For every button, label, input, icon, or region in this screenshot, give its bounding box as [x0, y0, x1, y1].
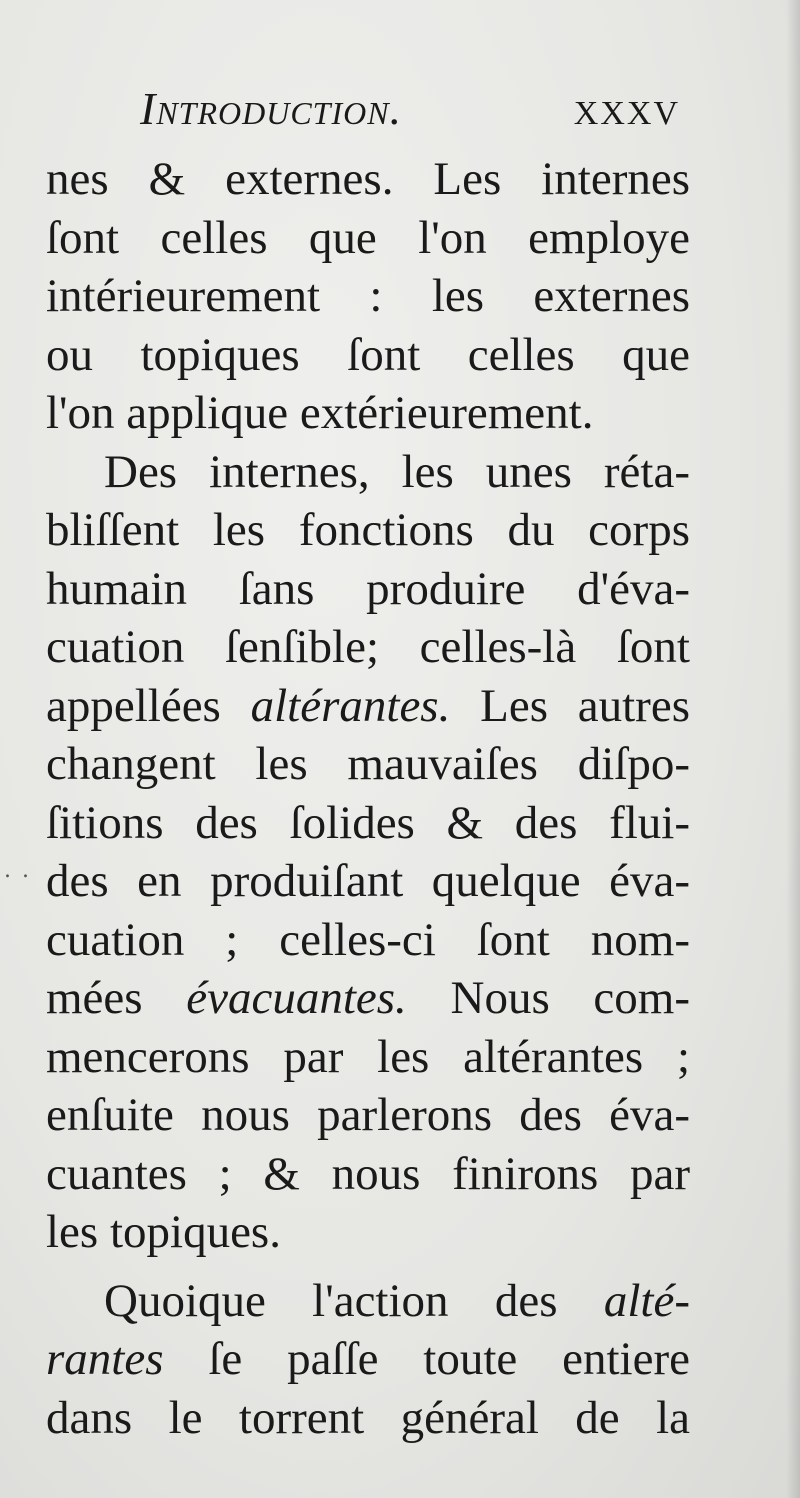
- text-run: mées: [46, 972, 187, 1024]
- text-line: ſitions des ſolides & des flui-: [46, 796, 690, 849]
- text-line: cuantes ; & nous finirons par: [46, 1147, 690, 1200]
- text-line: [46, 1272, 690, 1331]
- italic-term: alté-: [603, 1274, 690, 1327]
- running-head: [140, 82, 680, 142]
- text-line: [46, 677, 690, 736]
- margin-mark: . .: [4, 858, 31, 883]
- page-edge-shadow: [786, 0, 800, 1498]
- text-run: ſe paſſe toute entiere: [163, 1333, 690, 1385]
- text-line: ou topiques ſont celles que: [46, 328, 690, 381]
- text-run: appellées: [46, 679, 251, 732]
- text-line: des en produiſant quelque éva-: [46, 855, 690, 907]
- italic-term: altérantes.: [250, 679, 451, 732]
- text-line: ſont celles que l'on employe: [46, 211, 690, 264]
- text-line: enſuite nous parlerons des éva-: [46, 1089, 690, 1141]
- text-line: les topiques.: [46, 1206, 281, 1258]
- text-line: cuation ; celles-ci ſont nom-: [46, 913, 690, 966]
- text-run: Les autres: [450, 679, 690, 732]
- text-line: nes & externes. Les internes: [46, 153, 690, 205]
- text-line: l'on applique extérieurement.: [46, 387, 594, 439]
- italic-term: évacuantes.: [186, 972, 407, 1024]
- text-line: dans le torrent général de la: [46, 1391, 690, 1444]
- text-run: Nous com-: [406, 972, 690, 1024]
- text-line: mencerons par les altérantes ;: [46, 1030, 690, 1083]
- running-head-title: Introduction.: [140, 83, 403, 134]
- text-run: Quoique l'action des: [104, 1274, 604, 1327]
- text-line: changent les mauvaiſes diſpo-: [46, 738, 690, 790]
- text-line: Des internes, les unes réta-: [104, 445, 690, 498]
- page-number: XXXV: [573, 95, 680, 132]
- text-line: humain ſans produire d'éva-: [46, 562, 690, 615]
- text-line: [46, 969, 690, 1028]
- text-line: cuation ſenſible; celles-là ſont: [46, 621, 690, 673]
- body-text: [46, 150, 690, 1447]
- italic-term: rantes: [46, 1333, 164, 1385]
- text-line: intérieurement : les externes: [46, 270, 690, 322]
- text-line: bliſſent les fonctions du corps: [46, 504, 690, 556]
- text-line: [46, 1330, 690, 1389]
